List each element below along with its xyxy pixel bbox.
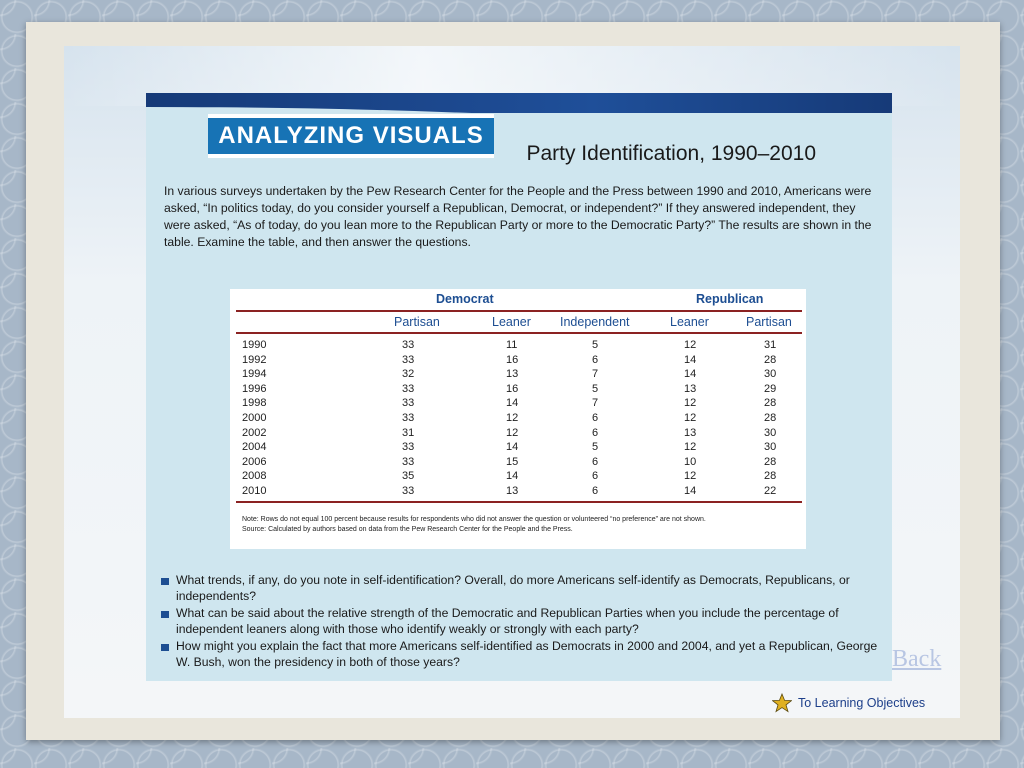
table-cell: 12 bbox=[684, 339, 697, 351]
table-cell: 6 bbox=[592, 411, 599, 424]
table-cell: 13 bbox=[506, 484, 519, 497]
table-cell: 28 bbox=[764, 397, 777, 410]
square-bullet-icon bbox=[161, 611, 169, 618]
table-cell: 13 bbox=[506, 368, 519, 381]
table-cell: 14 bbox=[684, 484, 697, 497]
table-cell: 33 bbox=[402, 411, 415, 424]
republican-group-label: Republican bbox=[696, 292, 764, 306]
table-cell: 13 bbox=[684, 382, 697, 395]
democrat-group-label: Democrat bbox=[436, 292, 494, 306]
table-cell: 14 bbox=[684, 368, 697, 381]
page-title: Party Identification, 1990–2010 bbox=[526, 142, 816, 165]
table-cell: 10 bbox=[684, 455, 697, 468]
square-bullet-icon bbox=[161, 644, 169, 651]
table-row bbox=[230, 412, 806, 427]
table-cell: 6 bbox=[592, 455, 599, 468]
question-item bbox=[160, 573, 880, 604]
learning-objectives-link[interactable] bbox=[772, 692, 925, 714]
table-cell: 30 bbox=[764, 368, 777, 381]
row-year: 1990 bbox=[242, 339, 267, 351]
table-cell: 5 bbox=[592, 382, 599, 395]
column-header: Leaner bbox=[670, 315, 709, 329]
table-cell: 16 bbox=[506, 353, 519, 366]
table-cell: 13 bbox=[684, 426, 697, 439]
row-year: 1992 bbox=[242, 353, 267, 366]
table-cell: 12 bbox=[684, 470, 697, 483]
table-source: Source: Calculated by authors based on data from the Pew Research Center for the People and the Press. bbox=[242, 526, 573, 533]
table-cell: 33 bbox=[402, 353, 415, 366]
table-cell: 12 bbox=[684, 441, 697, 454]
column-header: Partisan bbox=[746, 315, 792, 329]
data-table bbox=[230, 289, 806, 549]
back-link[interactable]: Back bbox=[892, 646, 942, 672]
table-header-rule bbox=[236, 332, 802, 334]
table-cell: 28 bbox=[764, 470, 777, 483]
table-cell: 6 bbox=[592, 484, 599, 497]
star-icon bbox=[772, 693, 792, 713]
section-banner: ANALYZING VISUALS bbox=[208, 114, 494, 158]
table-cell: 32 bbox=[402, 368, 415, 381]
table-cell: 33 bbox=[402, 397, 415, 410]
table-row bbox=[230, 354, 806, 369]
table-cell: 14 bbox=[506, 441, 519, 454]
table-bottom-rule bbox=[236, 501, 802, 503]
table-cell: 12 bbox=[506, 411, 519, 424]
intro-paragraph: In various surveys undertaken by the Pew Research Center for the People and the Press between 1990 and 2010, Americans were asked, “In politics today, do you consider yourself a Republican, Democrat, or independent?” If they answered independent, they were asked, “As of today, do you lean more to the Republican Party or more to the Democratic Party?” The results are shown in the table. Examine the table, and then answer the questions. bbox=[164, 184, 872, 249]
table-cell: 11 bbox=[506, 339, 518, 351]
square-bullet-icon bbox=[161, 578, 169, 585]
table-cell: 31 bbox=[402, 426, 415, 439]
table-cell: 6 bbox=[592, 470, 599, 483]
table-cell: 6 bbox=[592, 353, 599, 366]
table-row bbox=[230, 427, 806, 442]
question-text: How might you explain the fact that more Americans self-identified as Democrats in 2000 and 2004, and yet a Republican, George W. Bush, won the presidency in both of those years? bbox=[176, 639, 878, 669]
row-year: 2000 bbox=[242, 411, 267, 424]
learning-objectives-label[interactable]: To Learning Objectives bbox=[798, 696, 926, 710]
row-year: 2006 bbox=[242, 455, 267, 468]
table-cell: 7 bbox=[592, 368, 599, 381]
table-cell: 33 bbox=[402, 441, 415, 454]
table-body bbox=[230, 339, 806, 500]
table-cell: 28 bbox=[764, 411, 777, 424]
table-cell: 15 bbox=[506, 455, 519, 468]
row-year: 2010 bbox=[242, 484, 267, 497]
table-note: Note: Rows do not equal 100 percent because results for respondents who did not answer the question or volunteered “no preference” are not shown. bbox=[242, 516, 706, 523]
table-cell: 12 bbox=[684, 397, 697, 410]
table-cell: 16 bbox=[506, 382, 519, 395]
table-cell: 28 bbox=[764, 353, 777, 366]
table-cell: 6 bbox=[592, 426, 599, 439]
row-year: 1998 bbox=[242, 397, 267, 410]
column-header: Partisan bbox=[394, 315, 440, 329]
table-cell: 29 bbox=[764, 382, 777, 395]
table-cell: 14 bbox=[506, 397, 519, 410]
table-cell: 35 bbox=[402, 470, 415, 483]
table-cell: 5 bbox=[592, 441, 599, 454]
question-item bbox=[160, 639, 880, 670]
table-row bbox=[230, 441, 806, 456]
question-item bbox=[160, 606, 880, 637]
table-row bbox=[230, 470, 806, 485]
table-cell: 33 bbox=[402, 339, 415, 351]
column-header: Leaner bbox=[492, 315, 531, 329]
table-cell: 30 bbox=[764, 441, 777, 454]
table-cell: 12 bbox=[506, 426, 519, 439]
row-year: 2008 bbox=[242, 470, 267, 483]
row-year: 2004 bbox=[242, 441, 267, 454]
row-year: 1996 bbox=[242, 382, 267, 395]
table-cell: 22 bbox=[764, 484, 777, 497]
table-cell: 12 bbox=[684, 411, 697, 424]
table-cell: 28 bbox=[764, 455, 777, 468]
table-cell: 33 bbox=[402, 484, 415, 497]
table-cell: 14 bbox=[684, 353, 697, 366]
table-cell: 30 bbox=[764, 426, 777, 439]
party-header-row bbox=[230, 292, 806, 308]
table-cell: 33 bbox=[402, 382, 415, 395]
table-row bbox=[230, 456, 806, 471]
table-cell: 33 bbox=[402, 455, 415, 468]
table-row bbox=[230, 368, 806, 383]
analyzing-visuals-panel bbox=[146, 93, 892, 681]
question-list bbox=[160, 573, 880, 672]
row-year: 1994 bbox=[242, 368, 267, 381]
table-row bbox=[230, 339, 806, 354]
table-cell: 14 bbox=[506, 470, 519, 483]
table-cell: 31 bbox=[764, 339, 777, 351]
table-notes bbox=[242, 515, 798, 535]
table-cell: 5 bbox=[592, 339, 599, 351]
table-row bbox=[230, 485, 806, 500]
table-row bbox=[230, 397, 806, 412]
question-text: What trends, if any, do you note in self-identification? Overall, do more Americans self-identify as Democrats, Republicans, or independents? bbox=[176, 573, 850, 603]
column-header: Independent bbox=[560, 315, 630, 329]
table-top-rule bbox=[236, 310, 802, 312]
row-year: 2002 bbox=[242, 426, 267, 439]
table-cell: 7 bbox=[592, 397, 599, 410]
table-row bbox=[230, 383, 806, 398]
question-text: What can be said about the relative strength of the Democratic and Republican Parties when you include the percentage of independent leaners along with those who identify weakly or strongly with each party? bbox=[176, 606, 839, 636]
